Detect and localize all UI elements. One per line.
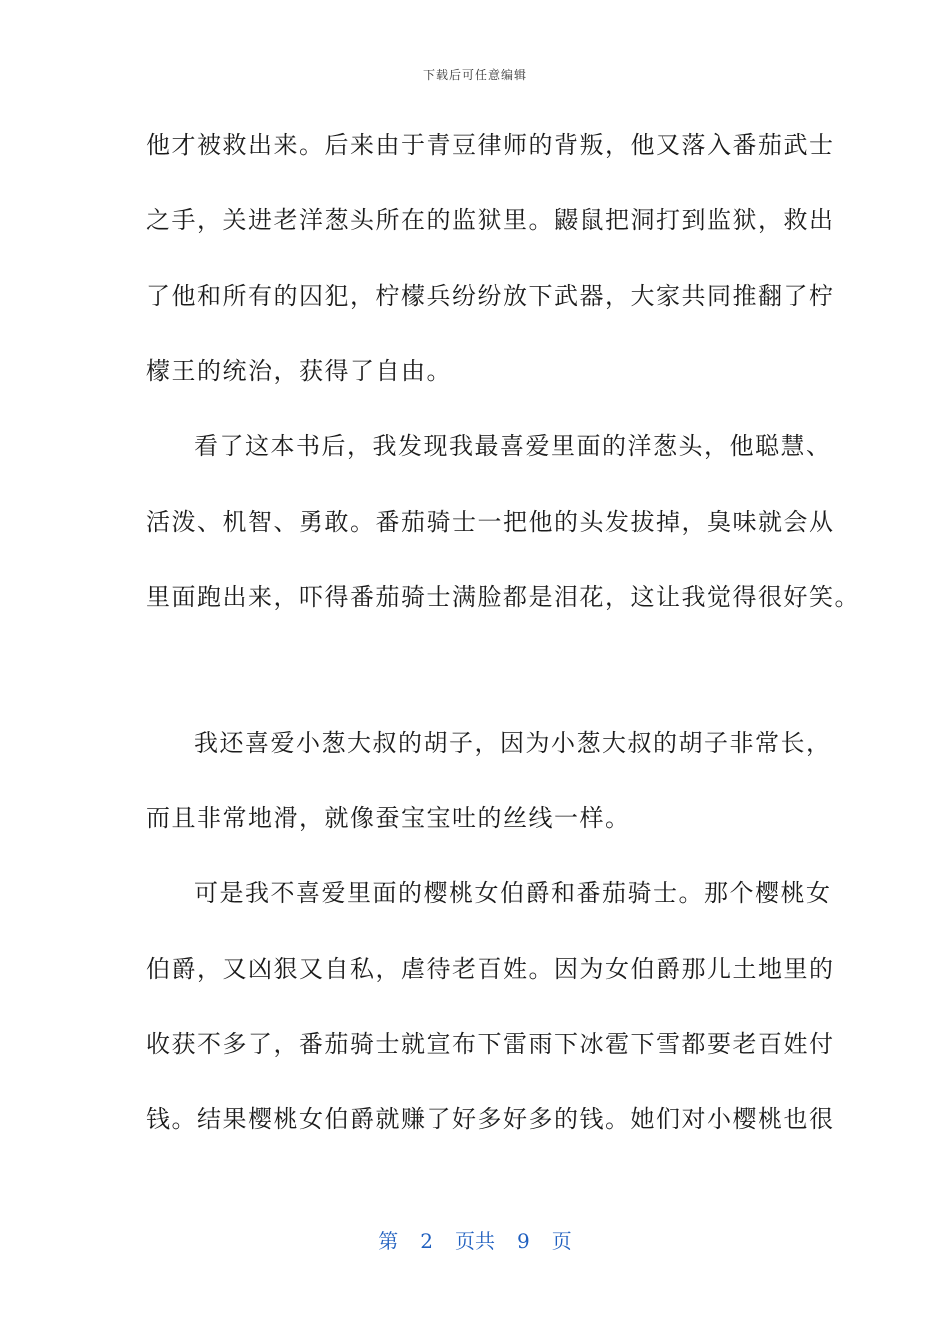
footer-suffix: 页 (551, 1229, 572, 1253)
footer-total-pages: 9 (517, 1229, 530, 1253)
footer-page-number: 2 (420, 1229, 433, 1253)
body-line-1: 他才被救出来。后来由于青豆律师的背叛，他又落入番茄武士 (146, 131, 835, 159)
body-line-10: 可是我不喜爱里面的樱桃女伯爵和番茄骑士。那个樱桃女 (194, 879, 832, 907)
footer-prefix: 第 (378, 1229, 399, 1253)
body-line-4: 檬王的统治，获得了自由。 (146, 357, 452, 385)
page-header: 下载后可任意编辑 (422, 68, 527, 82)
body-line-3: 了他和所有的囚犯，柠檬兵纷纷放下武器，大家共同推翻了柠 (146, 282, 835, 310)
body-line-11: 伯爵，又凶狠又自私，虐待老百姓。因为女伯爵那儿土地里的 (146, 955, 835, 983)
body-line-2: 之手，关进老洋葱头所在的监狱里。鼹鼠把洞打到监狱，救出 (146, 206, 835, 234)
body-line-6: 活泼、机智、勇敢。番茄骑士一把他的头发拔掉，臭味就会从 (146, 508, 835, 536)
body-line-5: 看了这本书后，我发现我最喜爱里面的洋葱头，他聪慧、 (194, 432, 832, 460)
body-line-12: 收获不多了，番茄骑士就宣布下雷雨下冰雹下雪都要老百姓付 (146, 1030, 835, 1058)
body-line-13: 钱。结果樱桃女伯爵就赚了好多好多的钱。她们对小樱桃也很 (146, 1105, 835, 1133)
body-line-9: 而且非常地滑，就像蚕宝宝吐的丝线一样。 (146, 804, 631, 832)
body-line-7: 里面跑出来，吓得番茄骑士满脸都是泪花，这让我觉得很好笑。 (146, 583, 860, 611)
page-footer (0, 1225, 950, 1254)
footer-middle: 页共 (455, 1229, 495, 1253)
body-line-8: 我还喜爱小葱大叔的胡子，因为小葱大叔的胡子非常长， (194, 729, 832, 757)
